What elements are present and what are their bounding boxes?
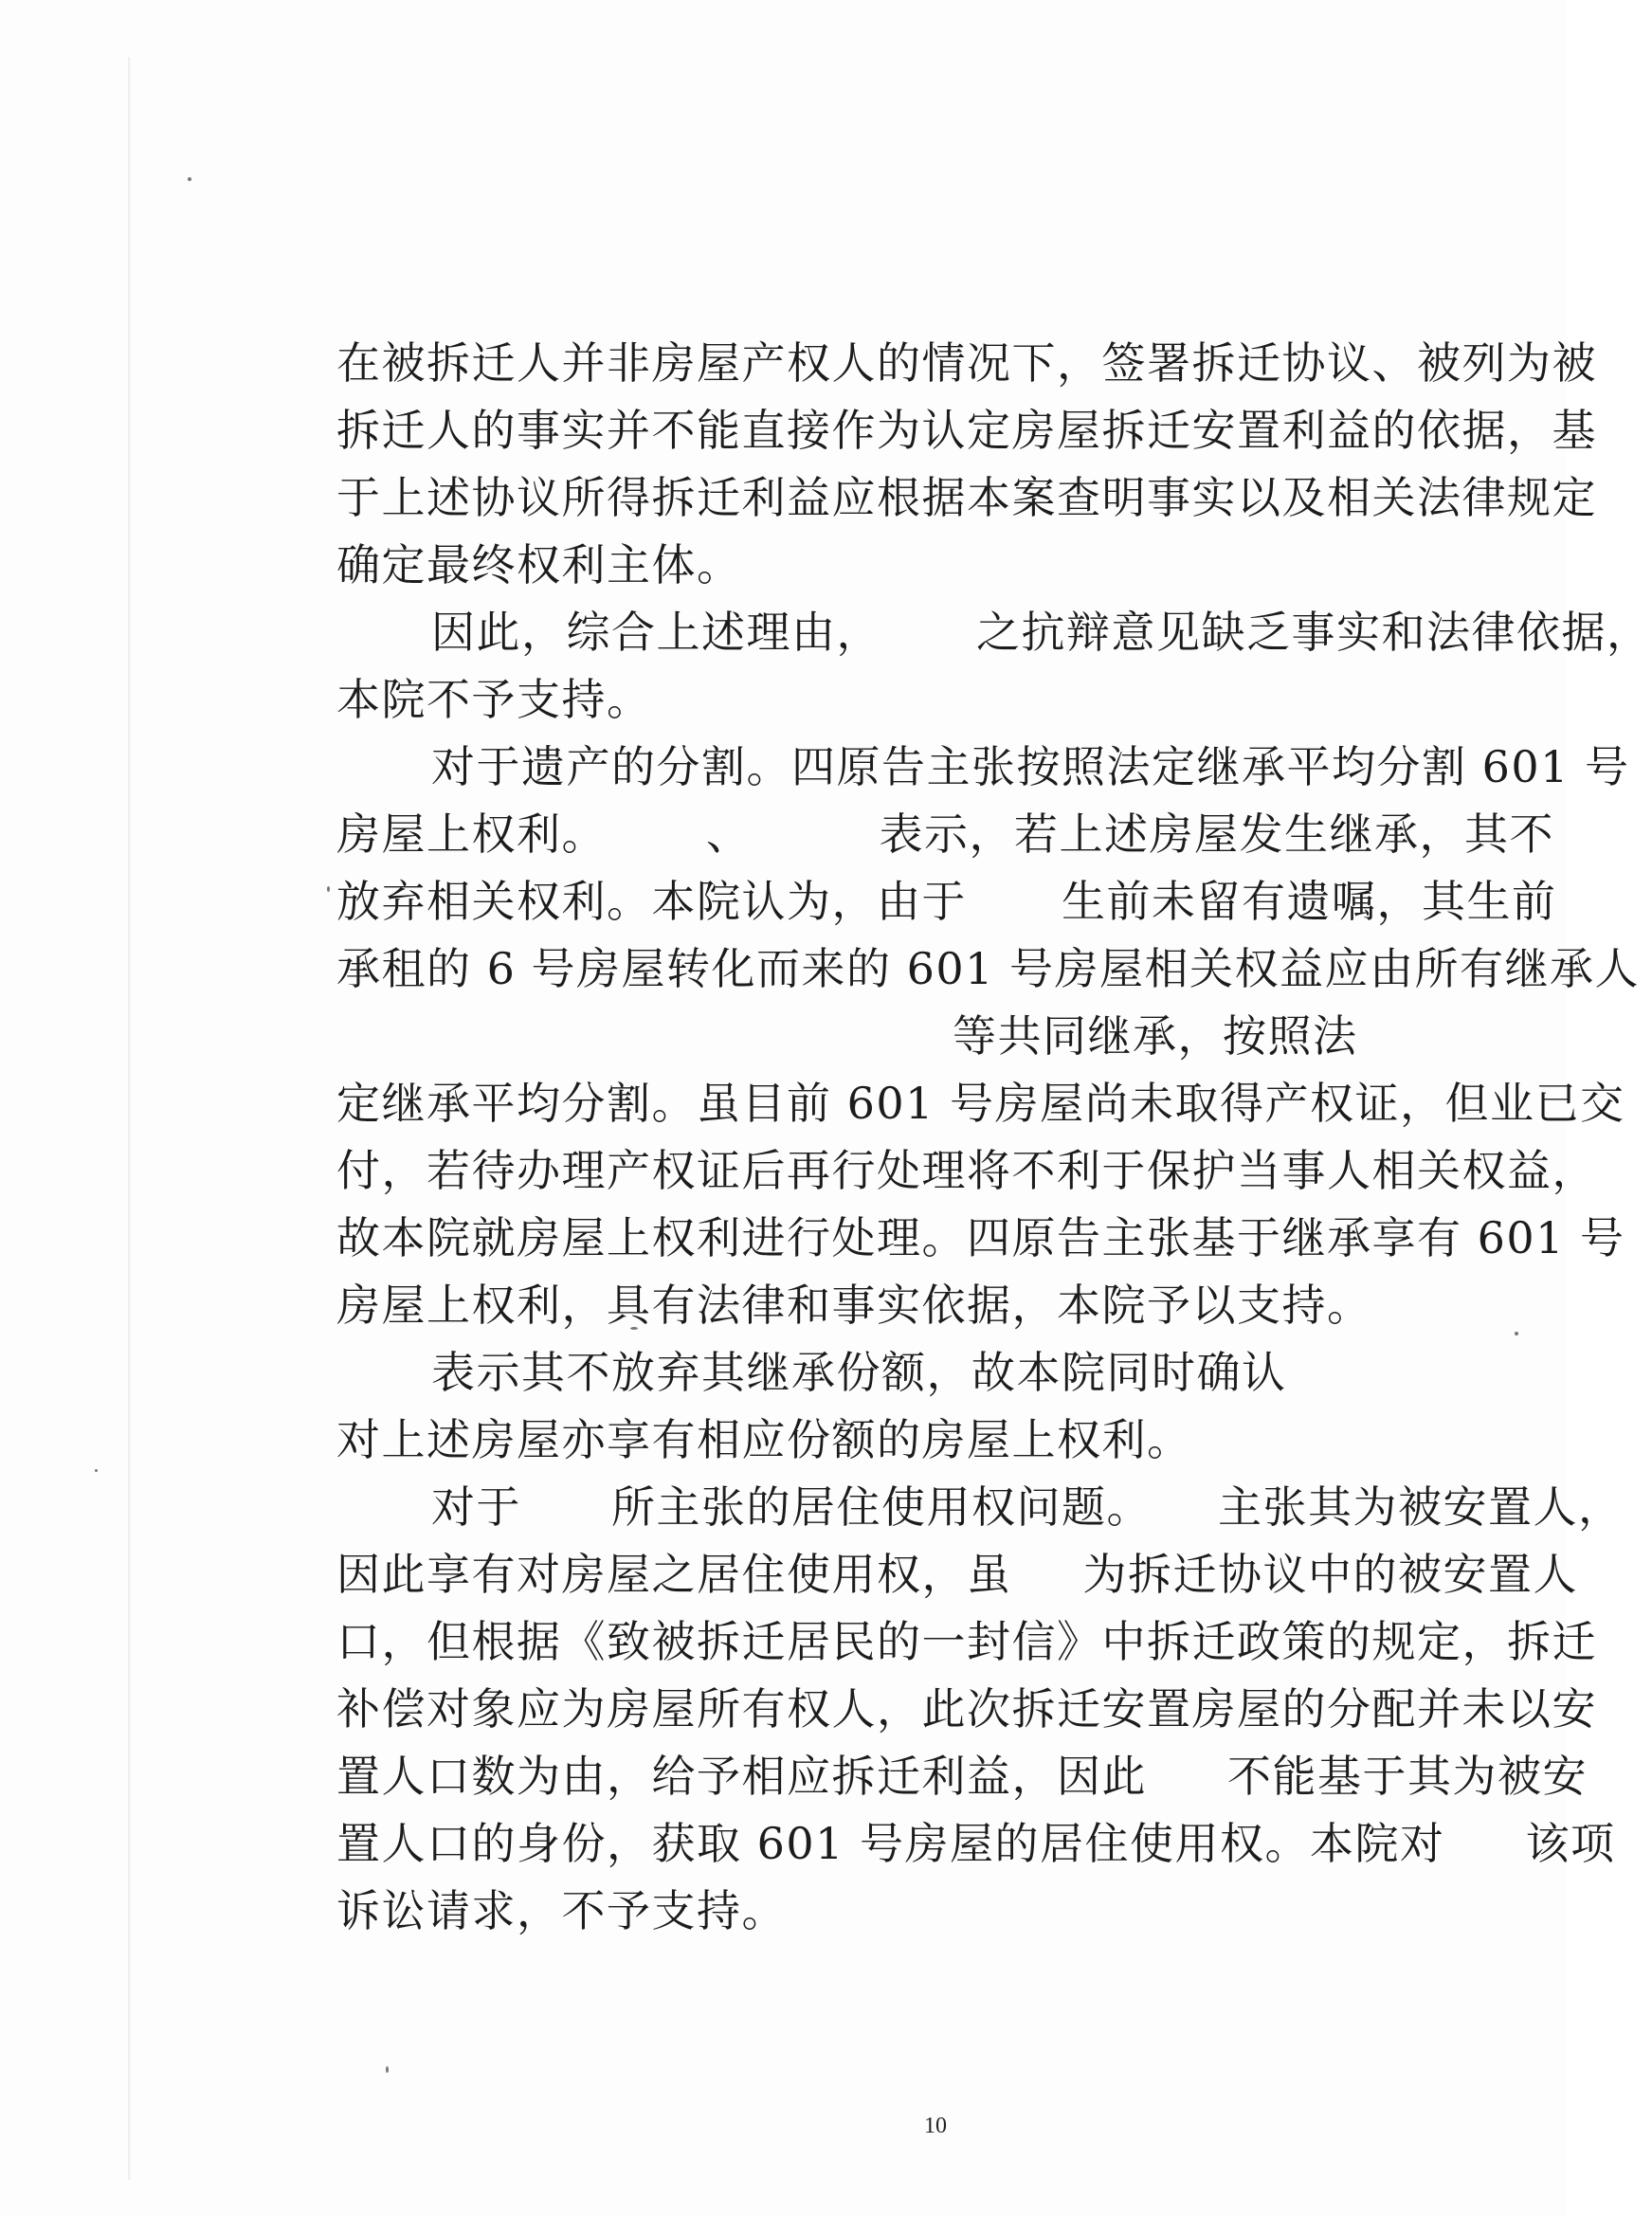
text-line [336, 1810, 1616, 1878]
text-fragment: 等共同继承，按照法 [953, 1010, 1358, 1062]
text-fragment: 对于 [431, 1481, 521, 1533]
text-line: 定继承平均分割。虽目前 601 号房屋尚未取得产权证，但业已交 [336, 1078, 1625, 1129]
text-fragment: 、 [706, 808, 752, 860]
text-fragment: 房屋上权利。 [336, 808, 607, 860]
scan-speck [386, 2066, 389, 2073]
scan-edge-shadow [128, 57, 131, 2180]
text-line: 于上述协议所得拆迁利益应根据本案查明事实以及相关法律规定 [336, 472, 1597, 523]
text-fragment: 表示其不放弃其继承份额，故本院同时确认 [431, 1347, 1287, 1398]
text-line [336, 868, 1557, 935]
text-fragment: 该项 [1525, 1818, 1616, 1869]
text-line: 本院不予支持。 [336, 674, 652, 725]
text-line [336, 801, 1554, 868]
text-line: 房屋上权利，具有法律和事实依据，本院予以支持。 [336, 1280, 1372, 1331]
text-fragment: 放弃相关权利。本院认为，由于 [336, 876, 967, 927]
text-line: 对上述房屋亦享有相应份额的房屋上权利。 [336, 1414, 1192, 1465]
text-line [336, 1743, 1588, 1810]
text-line: 付，若待办理产权证后再行处理将不利于保护当事人相关权益， [336, 1145, 1597, 1196]
text-line: 拆迁人的事实并不能直接作为认定房屋拆迁安置利益的依据，基 [336, 405, 1597, 456]
text-line: 确定最终权利主体。 [336, 539, 742, 590]
text-fragment: 置人口数为由，给予相应拆迁利益，因此 [336, 1751, 1147, 1802]
text-fragment: 置人口的身份，获取 601 号房屋的居住使用权。本院对 [336, 1818, 1445, 1869]
text-line [336, 1541, 1578, 1608]
text-fragment: 所主张的居住使用权问题。 [611, 1481, 1152, 1533]
page-number: 10 [924, 2114, 947, 2138]
text-line: 承租的 6 号房屋转化而来的 601 号房屋相关权益应由所有继承人 [336, 943, 1641, 994]
text-fragment: 不能基于其为被安 [1227, 1751, 1588, 1802]
scan-speck [188, 177, 191, 181]
text-fragment: 因此享有对房屋之居住使用权，虽 [336, 1549, 1012, 1600]
text-fragment: 之抗辩意见缺乏事实和法律依据， [976, 607, 1652, 658]
text-line: 诉讼请求，不予支持。 [336, 1885, 787, 1936]
text-fragment: 主张其为被安置人， [1218, 1481, 1624, 1533]
text-line: 故本院就房屋上权利进行处理。四原告主张基于继承享有 601 号 [336, 1212, 1625, 1263]
text-line [336, 1339, 1521, 1407]
text-fragment: 为拆迁协议中的被安置人 [1082, 1549, 1578, 1600]
text-line: 口，但根据《致被拆迁居民的一封信》中拆迁政策的规定，拆迁 [336, 1616, 1597, 1667]
text-line [336, 599, 1652, 666]
text-line [336, 1003, 1521, 1070]
text-line [336, 1474, 1624, 1541]
text-line: 在被拆迁人并非房屋产权人的情况下，签署拆迁协议、被列为被 [336, 337, 1597, 389]
scan-speck [327, 886, 330, 892]
text-fragment: 因此，综合上述理由， [431, 607, 881, 658]
text-line: 补偿对象应为房屋所有权人，此次拆迁安置房屋的分配并未以安 [336, 1683, 1597, 1735]
judgment-body-text [336, 330, 1652, 1945]
text-fragment: 表示，若上述房屋发生继承，其不 [879, 808, 1554, 860]
scan-speck [95, 1469, 98, 1472]
text-line [336, 734, 1630, 801]
text-fragment: 生前未留有遗嘱，其生前 [1062, 876, 1557, 927]
text-fragment: 对于遗产的分割。四原告主张按照法定继承平均分割 601 号 [431, 741, 1630, 792]
